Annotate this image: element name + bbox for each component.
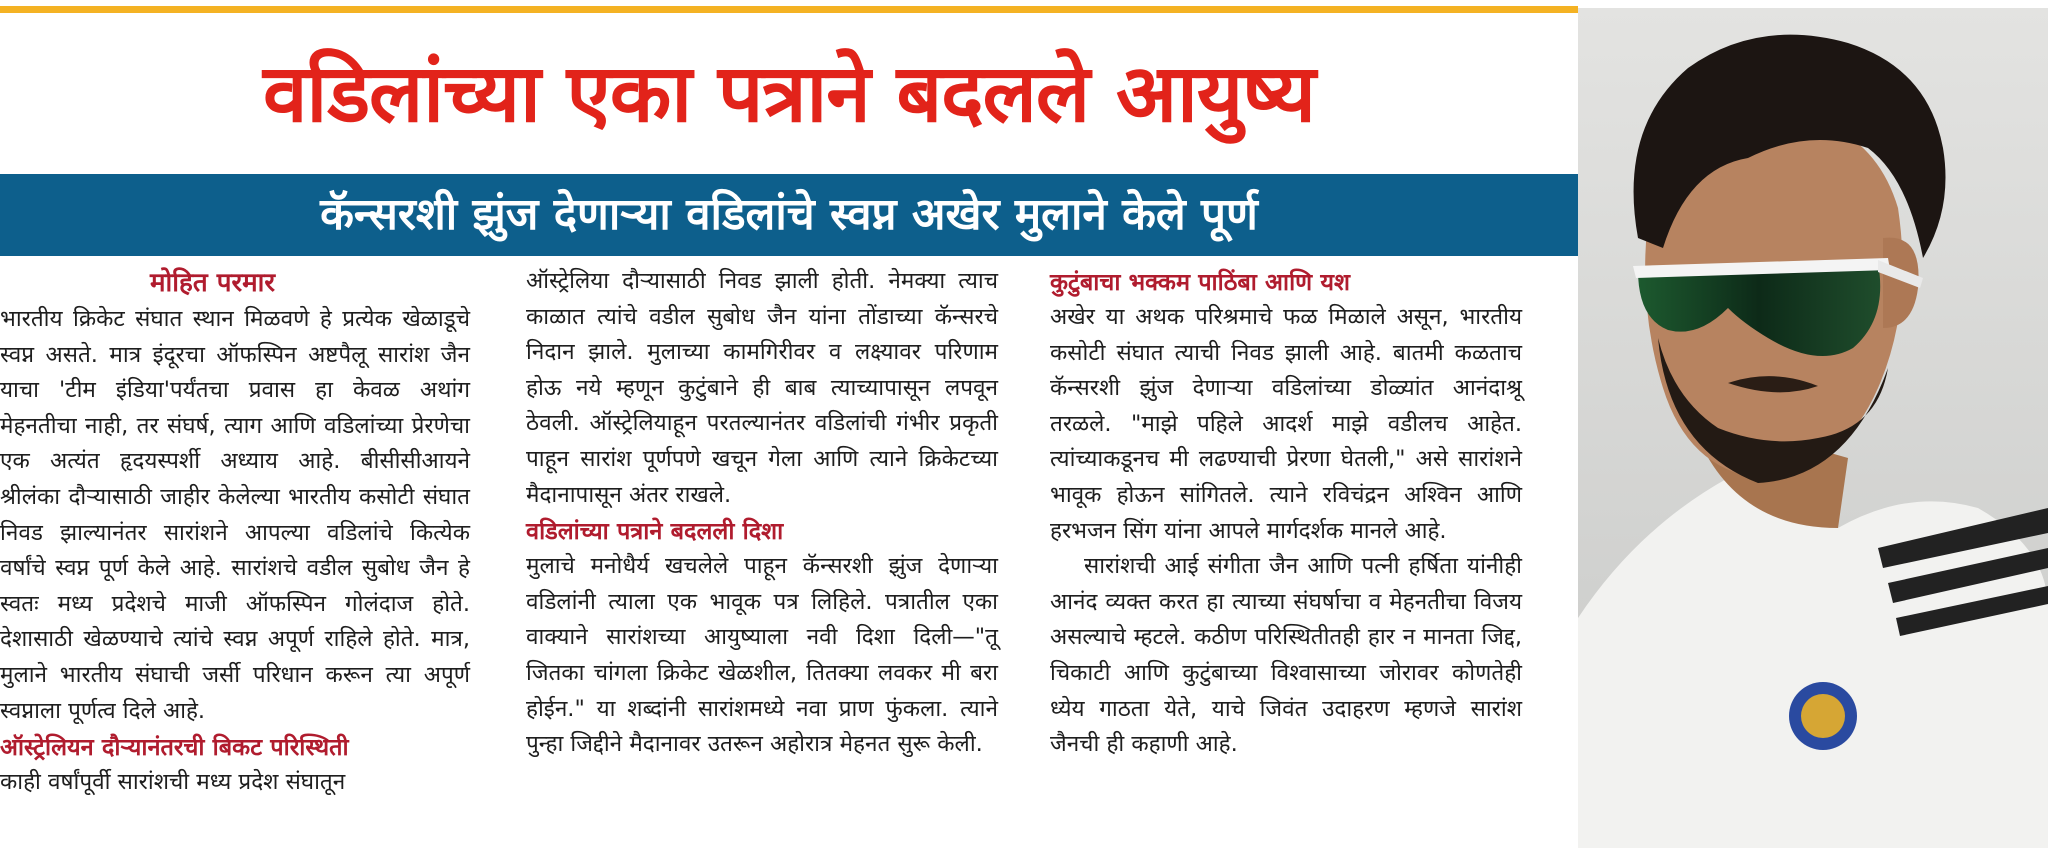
column2-paragraph-2: मुलाचे मनोधैर्य खचलेले पाहून कॅन्सरशी झुंज देणाऱ्या वडिलांनी त्याला एक भावूक पत्र लिहिले. पत्रातील एका वाक्याने सारांशच्या आयुष्याला नवी दिशा दिली—"तू जितका चांगला क्रिकेट खेळशील, तितक्या लवकर मी बरा होईन." या शब्दांनी सारांशमध्ये नवा प्राण फुंकला. त्याने पुन्हा जिद्दीने मैदानावर उतरून अहोरात्र मेहनत सुरू केली. [526, 553, 998, 758]
column1-paragraph-1: भारतीय क्रिकेट संघात स्थान मिळवणे हे प्रत्येक खेळाडूचे स्वप्न असते. मात्र इंदूरचा ऑफस्पिन अष्टपैलू सारांश जैन याचा 'टीम इंडिया'पर्यंतचा प्रवास हा केवळ अथांग मेहनतीचा नाही, तर संघर्ष, त्याग आणि वडिलांच्या प्रेरणेचा एक अत्यंत हृदयस्पर्शी अध्याय आहे. बीसीसीआयने श्रीलंका दौऱ्यासाठी जाहीर केलेल्या भारतीय कसोटी संघात निवड झाल्यानंतर सारांशने आपल्या वडिलांचे कित्येक वर्षांचे स्वप्न पूर्ण केले आहे. सारांशचे वडील सुबोध जैन हे स्वतः मध्य प्रदेशचे माजी ऑफस्पिन गोलंदाज होते. देशासाठी खेळण्याचे त्यांचे स्वप्न अपूर्ण राहिले होते. मात्र, मुलाने भारतीय संघाची जर्सी परिधान करून त्या अपूर्ण स्वप्नाला पूर्णत्व दिले आहे. [0, 306, 470, 724]
section-heading-3: कुटुंबाचा भक्कम पाठिंबा आणि यश [1050, 268, 1350, 296]
article-column-2 [526, 264, 998, 763]
article-column-1 [0, 264, 470, 801]
byline: मोहित परमार [150, 268, 276, 298]
subheadline: कॅन्सरशी झुंज देणाऱ्या वडिलांचे स्वप्न अखेर मुलाने केले पूर्ण [320, 189, 1258, 240]
column2-paragraph-1: ऑस्ट्रेलिया दौऱ्यासाठी निवड झाली होती. नेमक्या त्याच काळात त्यांचे वडील सुबोध जैन यांना तोंडाच्या कॅन्सरचे निदान झाले. मुलाच्या कामगिरीवर व लक्ष्यावर परिणाम होऊ नये म्हणून कुटुंबाने ही बाब त्याच्यापासून लपवून ठेवली. ऑस्ट्रेलियाहून परतल्यानंतर वडिलांची गंभीर प्रकृती पाहून सारांश पूर्णपणे खचून गेला आणि त्याने क्रिकेटच्या मैदानापासून अंतर राखले. [526, 268, 998, 508]
section-heading-2: वडिलांच्या पत्राने बदलली दिशा [526, 517, 784, 546]
column1-paragraph-2: काही वर्षांपूर्वी सारांशची मध्य प्रदेश संघातून [0, 769, 346, 796]
article-column-3 [1050, 264, 1522, 763]
player-photo [1578, 8, 2048, 848]
column3-paragraph-2: सारांशची आई संगीता जैन आणि पत्नी हर्षिता यांनीही आनंद व्यक्त करत हा त्याच्या संघर्षाचा व मेहनतीचा विजय असल्याचे म्हटले. कठीण परिस्थितीतही हार न मानता जिद्द, चिकाटी आणि कुटुंबाच्या विश्वासाच्या जोरावर कोणतेही ध्येय गाठता येते, याचे जिवंत उदाहरण म्हणजे सारांश जैनची ही कहाणी आहे. [1050, 553, 1522, 758]
column3-paragraph-1: अखेर या अथक परिश्रमाचे फळ मिळाले असून, भारतीय कसोटी संघात त्याची निवड झाली आहे. बातमी कळताच कॅन्सरशी झुंज देणाऱ्या वडिलांच्या डोळ्यांत आनंदाश्रू तरळले. "माझे पहिले आदर्श माझे वडीलच आहेत. त्यांच्याकडूनच मी लढण्याची प्रेरणा घेतली," असे सारांशने भावूक होऊन सांगितले. त्याने रविचंद्रन अश्विन आणि हरभजन सिंग यांना आपले मार्गदर्शक मानले आहे. [1050, 304, 1522, 544]
headline: वडिलांच्या एका पत्राने बदलले आयुष्य [263, 47, 1315, 140]
section-heading-1: ऑस्ट्रेलियन दौऱ्यानंतरची बिकट परिस्थिती [0, 733, 349, 762]
top-accent-bar [0, 6, 1578, 13]
